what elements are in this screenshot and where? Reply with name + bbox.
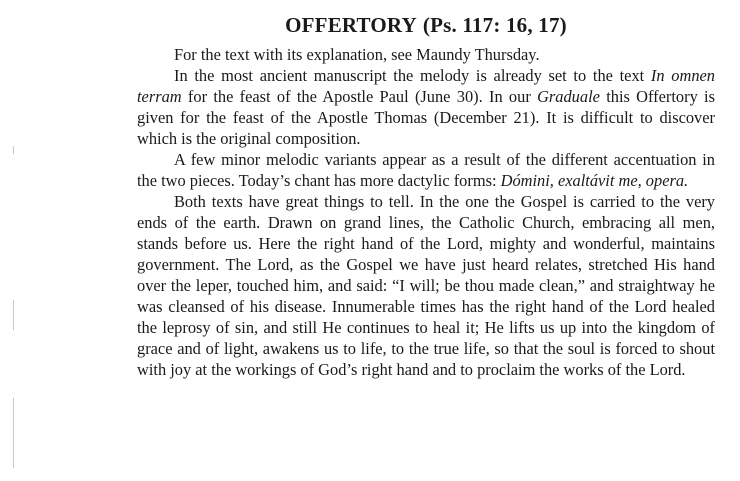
italic-incipit: In omnen terram bbox=[137, 66, 715, 106]
document-page bbox=[137, 12, 715, 380]
margin-scan-mark bbox=[13, 398, 14, 468]
paragraph-2-text: for the feast of the Apostle Paul (June 30). In our bbox=[181, 87, 538, 106]
paragraph-3 bbox=[137, 149, 715, 191]
paragraph-1: For the text with its explanation, see Maundy Thursday. bbox=[174, 45, 540, 64]
heading-title: OFFERTORY bbox=[285, 13, 417, 37]
margin-scan-mark bbox=[13, 146, 14, 154]
section-heading bbox=[137, 12, 715, 38]
paragraph-2-text: In the most ancient manuscript the melody is already set to the text bbox=[174, 66, 651, 85]
italic-latin-words: Dómini, exaltávit me, opera. bbox=[500, 171, 689, 190]
paragraph-4: Both texts have great things to tell. In the one the Gospel is carried to the very ends of the earth. Drawn on grand lines, the Catholic Church, embracing all men, stands before us. Here the right hand of the Lord, mighty and wonderful, maintains government. The Lord, as the Gospel we have just heard relates, stretched His hand over the leper, touched him, and said: “I will; be thou made clean,” and straightway he was cleansed of his disease. Innumerable times has the right hand of the Lord healed the leprosy of sin, and still He continues to heal it; He lifts us up into the kingdom of grace and of light, awakens us to life, to the true life, so that the soul is forced to shout with joy at the workings of God’s right hand and to proclaim the works of the Lord. bbox=[137, 192, 715, 379]
italic-book-title: Graduale bbox=[537, 87, 600, 106]
paragraph-2-text: this Offertory is given for the feast of the Apostle Thomas (December 21). It is difficult to discover which is the original composition. bbox=[137, 87, 715, 148]
paragraph-2 bbox=[137, 65, 715, 149]
heading-psalm-reference: (Ps. 117: 16, 17) bbox=[422, 13, 567, 37]
margin-scan-mark bbox=[13, 300, 14, 330]
paragraph-3-text: A few minor melodic variants appear as a result of the different accentuation in the two pieces. Today’s chant has more dactylic forms: bbox=[137, 150, 715, 190]
